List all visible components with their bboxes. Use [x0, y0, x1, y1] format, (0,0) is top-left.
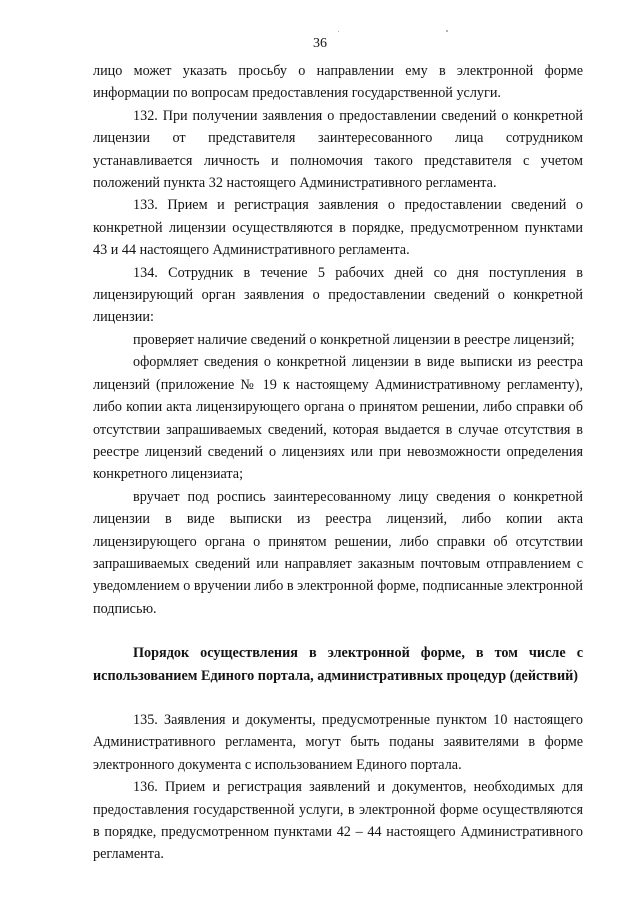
paragraph-continuation: лицо может указать просьбу о направлении ему в электронной форме информации по вопросам предоставления государственной услуги. — [93, 63, 583, 102]
paragraph-134-item-prepare: оформляет сведения о конкретной лицензии в виде выписки из реестра лицензий (приложение № 19 к настоящему Административному регламенту), либо копии акта лицензирующего органа о принятом решении, либо справки об отсутствии запрашиваемых сведений, которая выдается в случае отсутствия в реестре лицензий сведений о лицензиях или при невозможности определения конкретного лицензиата; — [93, 354, 583, 483]
paragraph-135: 135. Заявления и документы, предусмотренные пунктом 10 настоящего Административного регламента, могут быть поданы заявителями в форме электронного документа с использованием Единого портала. — [93, 711, 583, 773]
paragraph-134: 134. Сотрудник в течение 5 рабочих дней со дня поступления в лицензирующий орган заявления о предоставлении сведений о конкретной лицензии: — [93, 264, 583, 326]
scan-artifact — [446, 30, 448, 32]
paragraph-136: 136. Прием и регистрация заявлений и документов, необходимых для предоставления государственной услуги, в электронной форме осуществляются в порядке, предусмотренном пунктами 42 – 44 настоящего Административного регламента. — [93, 779, 583, 863]
scan-artifact — [338, 31, 339, 32]
page-number: 36 — [313, 36, 327, 51]
section-heading: Порядок осуществления в электронной форме, в том числе с использованием Единого портала, административных процедур (действий) — [93, 645, 583, 684]
paragraph-133: 133. Прием и регистрация заявления о предоставлении сведений о конкретной лицензии осуществляются в порядке, предусмотренном пунктами 43 и 44 настоящего Административного регламента. — [93, 197, 583, 259]
paragraph-132: 132. При получении заявления о предоставлении сведений о конкретной лицензии от представителя заинтересованного лица сотрудником устанавливается личность и полномочия такого представителя с учетом положений пункта 32 настоящего Административного регламента. — [93, 107, 583, 192]
paragraph-134-item-deliver: вручает под роспись заинтересованному лицу сведения о конкретной лицензии в виде выписки из реестра лицензий, либо копии акта лицензирующего органа о принятом решении, либо справки об отсутствии запрашиваемых сведений или направляет заказным почтовым отправлением с уведомлением о вручении либо в электронной форме, подписанные электронной подписью. — [93, 488, 583, 617]
paragraph-134-item-check: проверяет наличие сведений о конкретной лицензии в реестре лицензий; — [133, 331, 575, 348]
page-content — [93, 60, 583, 866]
